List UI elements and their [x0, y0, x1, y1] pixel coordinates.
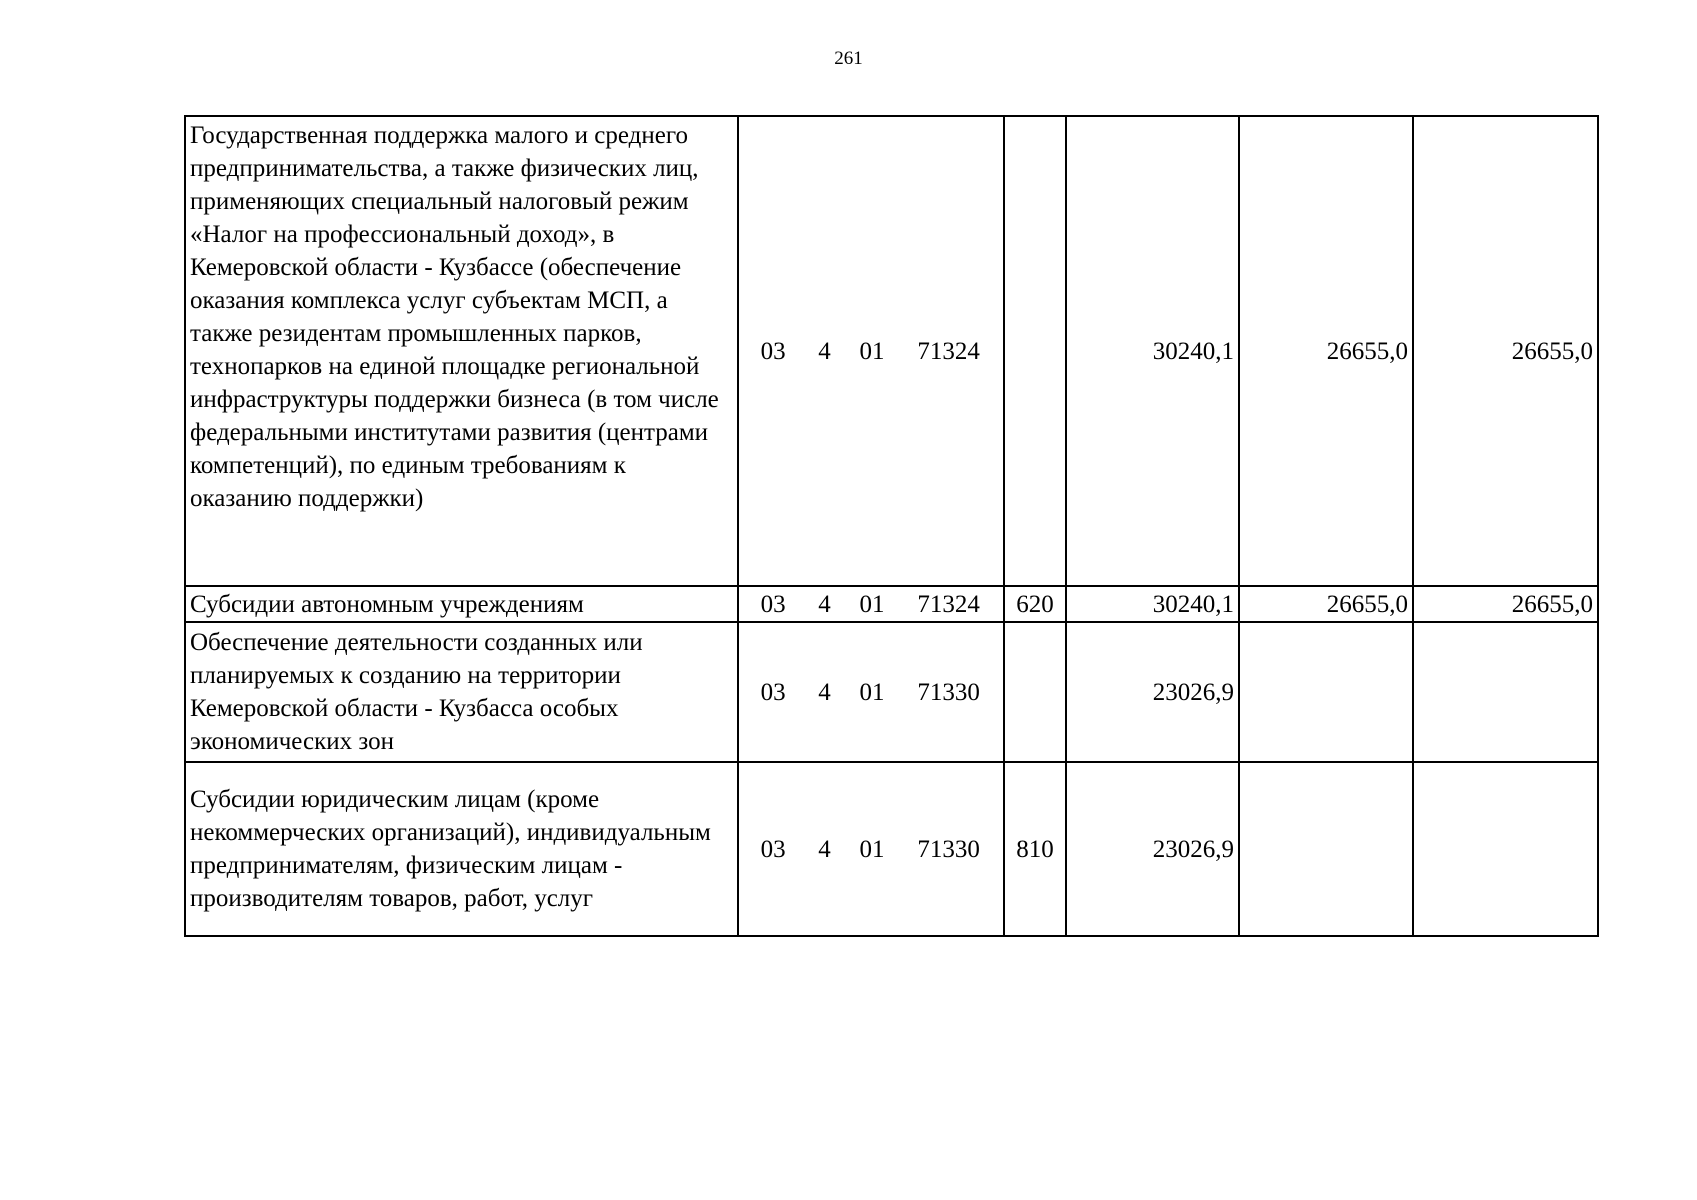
- expense-type-code: [1004, 622, 1066, 762]
- group-code: 01: [859, 337, 885, 365]
- subprogram-code: 4: [818, 678, 831, 706]
- table-row: [185, 586, 1598, 622]
- row-codes: [738, 762, 1004, 936]
- value-year-2: 26655,0: [1239, 586, 1413, 622]
- row-name: Государственная поддержка малого и среднего предпринимательства, а также физических лиц, применяющих специальный налоговый режим «Налог на профессиональный доход», в Кемеровской области - Кузбассе (обеспечение оказания комплекса услуг субъектам МСП, а также резидентам промышленных парков, технопарков на единой площадке региональной инфраструктуры поддержки бизнеса (в том числе федеральными институтами развития (центрами компетенций), по единым требованиям к оказанию поддержки): [185, 116, 738, 586]
- value-year-1: 23026,9: [1066, 622, 1239, 762]
- direction-code: 71324: [917, 337, 980, 365]
- row-name: Субсидии автономным учреждениям: [185, 586, 738, 622]
- section-code: 03: [760, 678, 786, 706]
- expense-type-code: 620: [1004, 586, 1066, 622]
- expense-type-code: 810: [1004, 762, 1066, 936]
- value-year-3: [1413, 762, 1598, 936]
- section-code: 03: [760, 835, 786, 863]
- row-codes: [738, 622, 1004, 762]
- subprogram-code: 4: [818, 590, 831, 618]
- table-row: [185, 762, 1598, 936]
- direction-code: 71330: [917, 835, 980, 863]
- value-year-2: [1239, 622, 1413, 762]
- section-code: 03: [760, 337, 786, 365]
- expense-type-code: [1004, 116, 1066, 586]
- group-code: 01: [859, 678, 885, 706]
- subprogram-code: 4: [818, 835, 831, 863]
- group-code: 01: [859, 590, 885, 618]
- row-name: Субсидии юридическим лицам (кроме некоммерческих организаций), индивидуальным предпринимателям, физическим лицам - производителям товаров, работ, услуг: [185, 762, 738, 936]
- budget-table: [184, 115, 1599, 937]
- subprogram-code: 4: [818, 337, 831, 365]
- direction-code: 71324: [917, 590, 980, 618]
- value-year-3: [1413, 622, 1598, 762]
- section-code: 03: [760, 590, 786, 618]
- value-year-2: 26655,0: [1239, 116, 1413, 586]
- value-year-2: [1239, 762, 1413, 936]
- value-year-1: 23026,9: [1066, 762, 1239, 936]
- group-code: 01: [859, 835, 885, 863]
- table-row: [185, 116, 1598, 586]
- value-year-3: 26655,0: [1413, 586, 1598, 622]
- row-codes: [738, 116, 1004, 586]
- value-year-1: 30240,1: [1066, 116, 1239, 586]
- table-row: [185, 622, 1598, 762]
- row-codes: [738, 586, 1004, 622]
- page-number: 261: [834, 48, 863, 69]
- direction-code: 71330: [917, 678, 980, 706]
- value-year-1: 30240,1: [1066, 586, 1239, 622]
- row-name: Обеспечение деятельности созданных или планируемых к созданию на территории Кемеровской области - Кузбасса особых экономических зон: [185, 622, 738, 762]
- value-year-3: 26655,0: [1413, 116, 1598, 586]
